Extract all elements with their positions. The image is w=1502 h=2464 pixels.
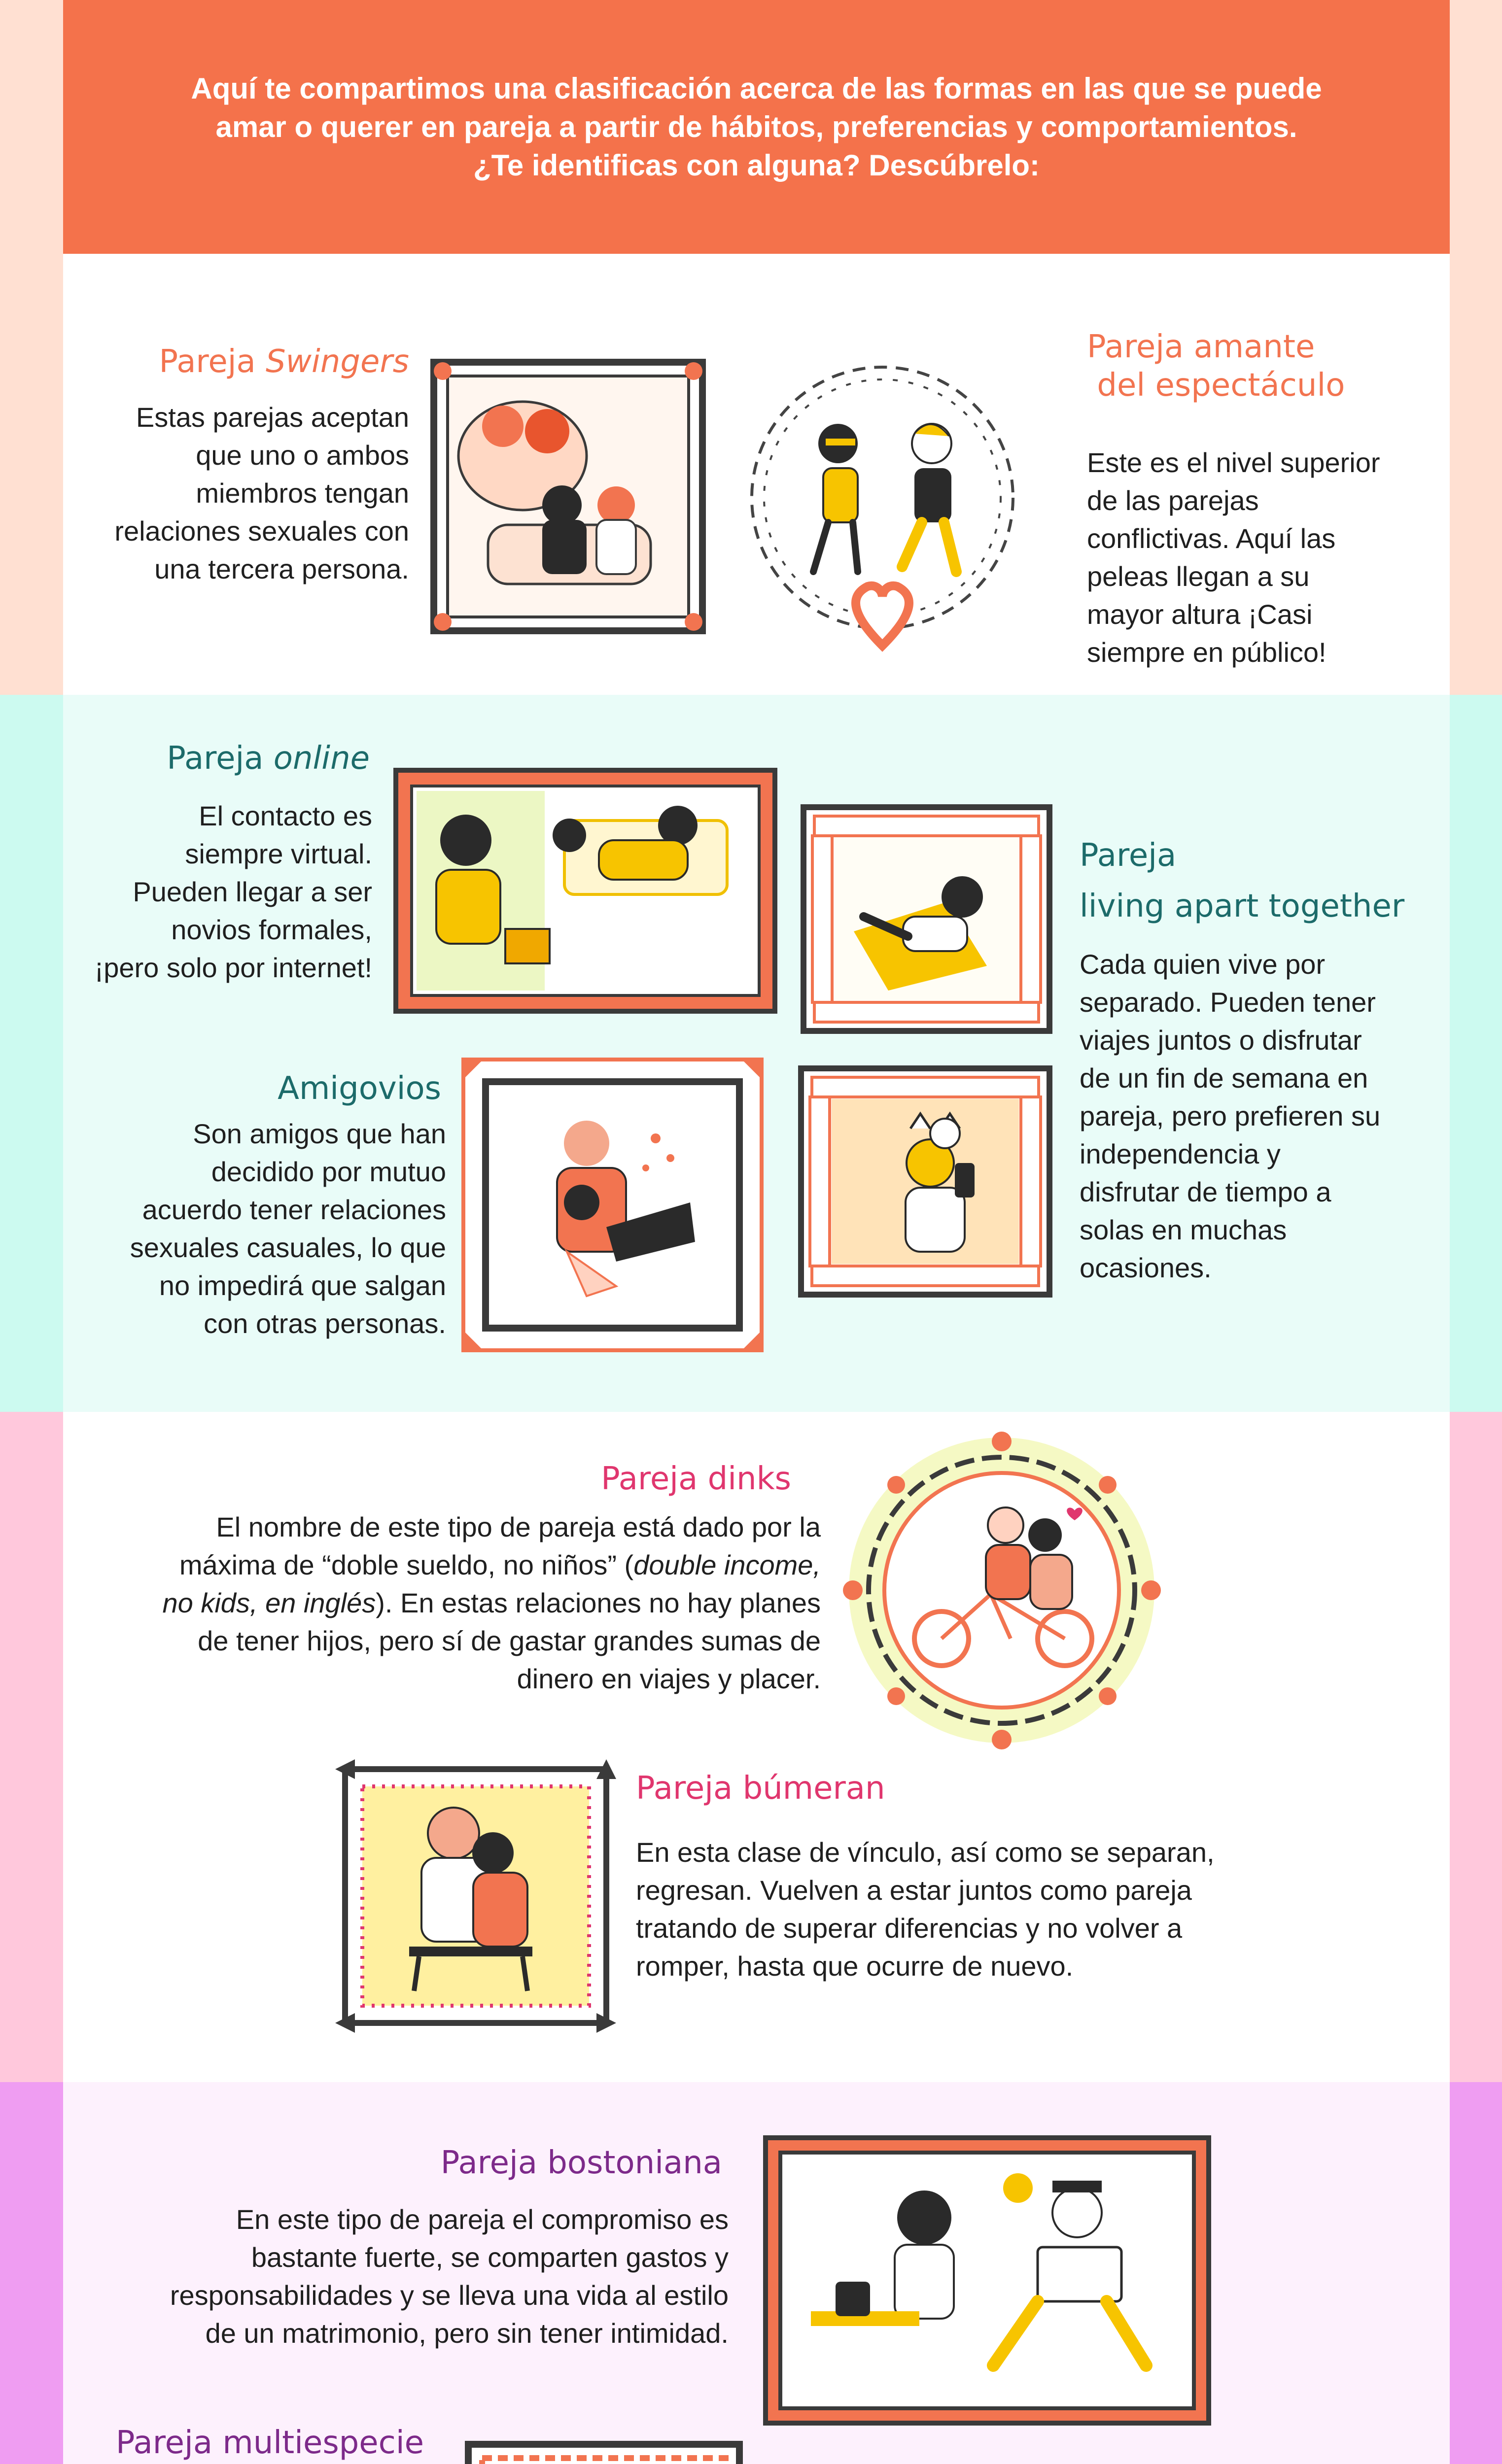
title-amigovios: Amigovios: [278, 1070, 441, 1107]
body-online: El contacto es siempre virtual. Pueden llegar a ser novios formales, ¡pero solo por internet!: [94, 800, 372, 983]
body-living-apart: Cada quien vive por separado. Pueden tener viajes juntos o disfrutar de un fin de semana en pareja, pero prefieren su independencia y disfrutar de tiempo a solas en muchas ocasiones.: [1080, 949, 1381, 1283]
illustration-bostoniana: [762, 2134, 1213, 2427]
title-dinks: Pareja dinks: [601, 1461, 791, 1497]
body-amigovios: Son amigos que han decidido por mutuo acuerdo tener relaciones sexuales casuales, lo que no impedirá que salgan con otras personas.: [130, 1118, 446, 1339]
title-multiespecie: Pareja multiespecie: [115, 2425, 424, 2461]
title-living-apart: Pareja living apart together: [1080, 837, 1405, 924]
title-online: Pareja online: [167, 740, 370, 777]
illustration-swingers: [429, 357, 707, 636]
illustration-bumeran: [335, 1759, 616, 2033]
illustration-espectaculo: [725, 340, 1040, 655]
illustration-cat-phone: [797, 1064, 1053, 1299]
body-bumeran: En esta clase de vínculo, así como se separan, regresan. Vuelven a estar juntos como pareja tratando de superar diferencias y no volver a romper, hasta que ocurre de nuevo.: [636, 1837, 1215, 1982]
body-swingers: Estas parejas aceptan que uno o ambos miembros tengan relaciones sexuales con una tercera persona.: [114, 402, 409, 584]
header-band: [0, 0, 1502, 254]
header-intro-text: Aquí te compartimos una clasificación acerca de las formas en las que se puede amar o querer en pareja a partir de hábitos, preferencias y comportamientos. ¿Te identificas con alguna? Descúbrelo:: [191, 71, 1322, 182]
illustration-dinks: [843, 1432, 1161, 1749]
body-espectaculo: Este es el nivel superior de las parejas conflictivas. Aquí las peleas llegan a su mayor altura ¡Casi siempre en público!: [1087, 447, 1380, 668]
illustration-multiespecie: [463, 2439, 744, 2464]
illustration-online: [392, 766, 779, 1015]
title-espectaculo: Pareja amante del espectáculo: [1087, 329, 1345, 404]
illustration-living-apart: [800, 803, 1053, 1035]
body-bostoniana: En este tipo de pareja el compromiso es bastante fuerte, se comparten gastos y responsabilidades y se lleva una vida al estilo de un matrimonio, pero sin tener intimidad.: [170, 2204, 729, 2349]
title-bostoniana: Pareja bostoniana: [440, 2145, 722, 2181]
title-bumeran: Pareja búmeran: [636, 1770, 885, 1807]
illustration-amigovios: [458, 1055, 767, 1355]
body-dinks: El nombre de este tipo de pareja está dado por la máxima de “doble sueldo, no niños” (double income, no kids, en inglés). En estas relaciones no hay planes de tener hijos, pero sí de gastar grandes sumas de dinero en viajes y placer.: [162, 1511, 821, 1694]
title-swingers: Pareja Swingers: [159, 343, 409, 380]
